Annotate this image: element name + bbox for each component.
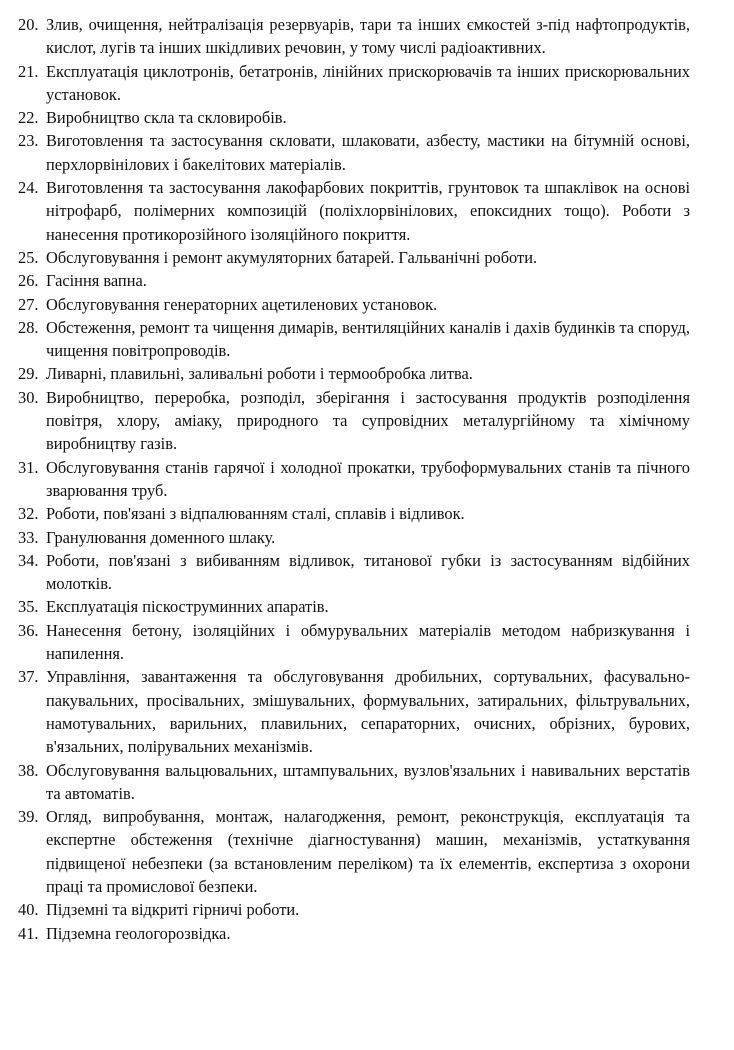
list-item: [18, 176, 690, 246]
item-number: 26.: [18, 271, 39, 291]
numbered-list: [18, 13, 690, 945]
list-item: [18, 665, 690, 758]
item-number: 25.: [18, 247, 39, 267]
item-number: 27.: [18, 294, 39, 314]
item-number: 33.: [18, 527, 39, 547]
list-item: [18, 316, 690, 363]
item-text: Виробництво, переробка, розподіл, зберігання і застосування продуктів розподілення повітря, хлору, аміаку, природного та супровідних металургійному та хімічному виробництву газів.: [46, 387, 690, 454]
item-text: Ливарні, плавильні, заливальні роботи і термообробка литва.: [46, 364, 473, 384]
item-number: 37.: [18, 667, 39, 687]
list-item: [18, 293, 690, 316]
list-item: [18, 549, 690, 596]
item-text: Підземні та відкриті гірничі роботи.: [46, 900, 300, 920]
item-number: 28.: [18, 317, 39, 337]
item-number: 35.: [18, 597, 39, 617]
item-number: 40.: [18, 900, 39, 920]
item-number: 21.: [18, 61, 39, 81]
list-item: [18, 269, 690, 292]
item-number: 24.: [18, 178, 39, 198]
item-text: Огляд, випробування, монтаж, налагодження, ремонт, реконструкція, експлуатація та експертне обстеження (технічне діагностування) машин, механізмів, устаткування підвищеної небезпеки (за встановленим переліком) та їх елементів, експертиза з охорони праці та промислової безпеки.: [46, 807, 690, 896]
item-text: Гасіння вапна.: [46, 271, 147, 291]
item-number: 38.: [18, 760, 39, 780]
item-text: Управління, завантаження та обслуговування дробильних, сортувальних, фасувально-пакувальних, просівальних, змішувальних, формувальних, затиральних, фільтрувальних, намотувальних, варильних, плавильних, сепараторних, очисних, обрізних, бурових, в'язальних, полірувальних механізмів.: [46, 667, 690, 757]
list-item: [18, 619, 690, 666]
list-item: [18, 129, 690, 176]
list-item: [18, 106, 690, 129]
list-item: [18, 246, 690, 269]
item-number: 39.: [18, 807, 39, 827]
list-item: [18, 898, 690, 921]
list-item: [18, 805, 690, 898]
item-number: 34.: [18, 550, 39, 570]
item-text: Виготовлення та застосування лакофарбових покриттів, грунтовок та шпаклівок на основі нітрофарб, полімерних композицій (поліхлорвінілових, епоксидних тощо). Роботи з нанесення протикорозійного ізоляційного покриття.: [46, 178, 690, 244]
list-item: [18, 386, 690, 456]
list-item: [18, 526, 690, 549]
item-text: Роботи, пов'язані з вибиванням відливок, титанової губки із застосуванням відбійних молотків.: [46, 550, 690, 594]
list-item: [18, 13, 690, 60]
item-number: 23.: [18, 131, 39, 151]
list-item: [18, 362, 690, 385]
list-item: [18, 456, 690, 503]
item-text: Експлуатація піскоструминних апаратів.: [46, 597, 329, 617]
item-text: Нанесення бетону, ізоляційних і обмурувальних матеріалів методом набризкування і напилення.: [46, 620, 690, 664]
item-number: 22.: [18, 108, 39, 128]
item-number: 32.: [18, 504, 39, 524]
item-text: Підземна геологорозвідка.: [46, 923, 231, 943]
item-number: 36.: [18, 620, 39, 640]
item-text: Обслуговування станів гарячої і холодної прокатки, трубоформувальних станів та пічного зварювання труб.: [46, 457, 690, 500]
list-item: [18, 502, 690, 525]
list-item: [18, 60, 690, 107]
item-text: Обслуговування генераторних ацетиленових установок.: [46, 294, 438, 314]
item-text: Експлуатація циклотронів, бетатронів, лінійних прискорювачів та інших прискорювальних установок.: [46, 61, 690, 104]
item-number: 20.: [18, 15, 39, 34]
list-item: [18, 759, 690, 806]
item-number: 30.: [18, 387, 39, 407]
item-text: Обслуговування і ремонт акумуляторних батарей. Гальванічні роботи.: [46, 247, 538, 267]
item-text: Злив, очищення, нейтралізація резервуарів, тари та інших ємкостей з-під нафтопродуктів, кислот, лугів та інших шкідливих речовин, у тому числі радіоактивних.: [46, 15, 690, 58]
list-item: [18, 922, 690, 945]
item-number: 31.: [18, 457, 39, 477]
item-text: Роботи, пов'язані з відпалюванням сталі, сплавів і відливок.: [46, 504, 465, 524]
item-text: Виготовлення та застосування скловати, шлаковати, азбесту, мастики на бітумній основі, перхлорвінілових і бакелітових матеріалів.: [46, 131, 690, 174]
list-item: [18, 595, 690, 618]
item-text: Виробництво скла та скловиробів.: [46, 108, 287, 128]
item-text: Гранулювання доменного шлаку.: [46, 527, 276, 547]
item-number: 29.: [18, 364, 39, 384]
item-text: Обслуговування вальцювальних, штампувальних, вузлов'язальних і навивальних верстатів та автоматів.: [46, 760, 690, 803]
item-text: Обстеження, ремонт та чищення димарів, вентиляційних каналів і дахів будинків та споруд, чищення повітропроводів.: [46, 317, 690, 361]
item-number: 41.: [18, 923, 39, 943]
